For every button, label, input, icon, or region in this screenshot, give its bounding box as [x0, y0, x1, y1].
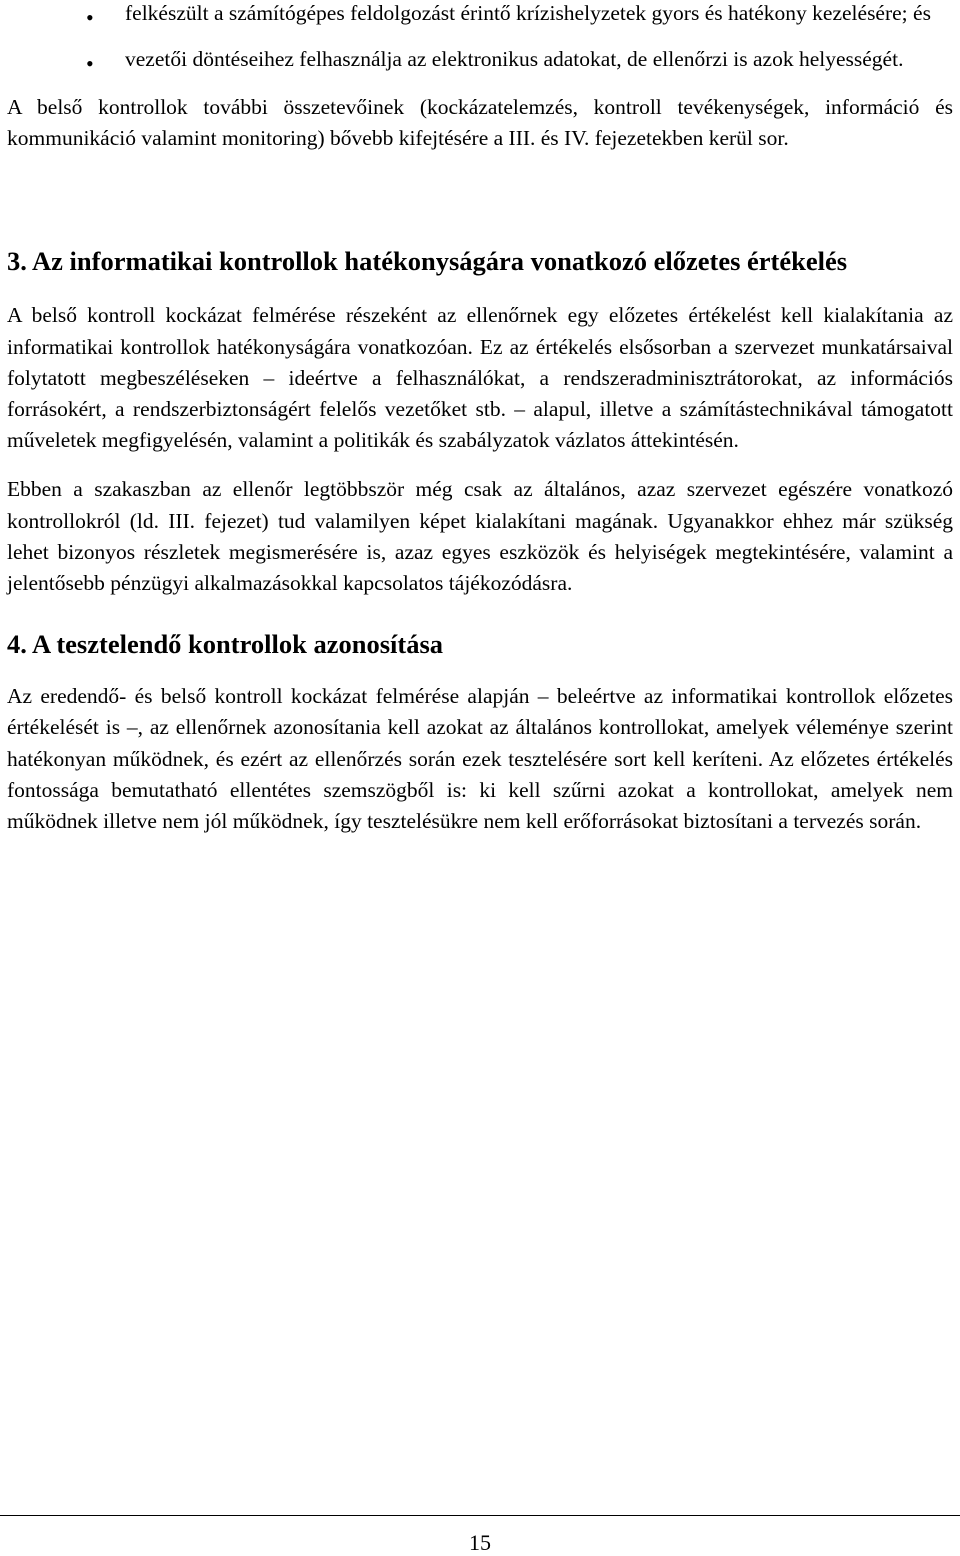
- document-page: [7, 0, 953, 837]
- bullet-icon: •: [86, 51, 94, 76]
- bullet-list: [7, 0, 953, 75]
- footer-divider: [0, 1515, 960, 1516]
- list-item-text: felkészült a számítógépes feldolgozást érintő krízishelyzetek gyors és hatékony kezelésére; és: [125, 1, 931, 25]
- section-4-paragraph-1: Az eredendő- és belső kontroll kockázat felmérése alapján – beleértve az informatikai kontrollok előzetes értékelését is –, az ellenőrnek azonosítania kell azokat az általános kontrollokat, amelyek véleménye szerint hatékonyan működnek, és ezért az ellenőrzés során ezek tesztelésére sort kell keríteni. Az előzetes értékelés fontossága bemutatható ellentétes szemszögből is: ki kell szűrni azokat a kontrollokat, amelyek nem működnek illetve nem jól működnek, így tesztelésükre nem kell erőforrásokat biztosítani a tervezés során.: [7, 684, 953, 834]
- page-number: 15: [469, 1530, 491, 1555]
- bullet-icon: •: [86, 5, 94, 30]
- section-3-paragraph-2: Ebben a szakaszban az ellenőr legtöbbször még csak az általános, azaz szervezet egészére vonatkozó kontrollokról (ld. III. fejezet) tud valamilyen képet kialakítani magának. Ugyanakkor ehhez már szükség lehet bizonyos részletek megismerésére is, azaz egyes eszközök és helyiségek megtekintésére, valamint a jelentősebb pénzügyi alkalmazásokkal kapcsolatos tájékozódásra.: [7, 477, 953, 596]
- section-3-paragraph-1: A belső kontroll kockázat felmérése részeként az ellenőrnek egy előzetes értékelést kell kialakítania az informatikai kontrollok hatékonyságára vonatkozóan. Ez az értékelés elsősorban a szervezet munkatársaival folytatott megbeszéléseken – ideértve a felhasználókat, a rendszeradminisztrátorokat, az információs forrásokért, a rendszerbiztonságért felelős vezetőket stb. – alapul, illetve a számítástechnikával támogatott műveletek megfigyelésén, valamint a politikák és szabályzatok vázlatos áttekintésén.: [7, 303, 953, 453]
- list-item: [7, 44, 953, 75]
- section-3-heading: 3. Az informatikai kontrollok hatékonyságára vonatkozó előzetes értékelés: [7, 246, 848, 277]
- list-item-text: vezetői döntéseihez felhasználja az elektronikus adatokat, de ellenőrzi is azok helyességét.: [125, 47, 904, 71]
- section-4-heading: 4. A tesztelendő kontrollok azonosítása: [7, 629, 444, 660]
- intro-paragraph: A belső kontrollok további összetevőinek (kockázatelemzés, kontroll tevékenységek, információ és kommunikáció valamint monitoring) bővebb kifejtésére a III. és IV. fejezetekben kerül sor.: [7, 95, 953, 151]
- list-item: [7, 0, 953, 29]
